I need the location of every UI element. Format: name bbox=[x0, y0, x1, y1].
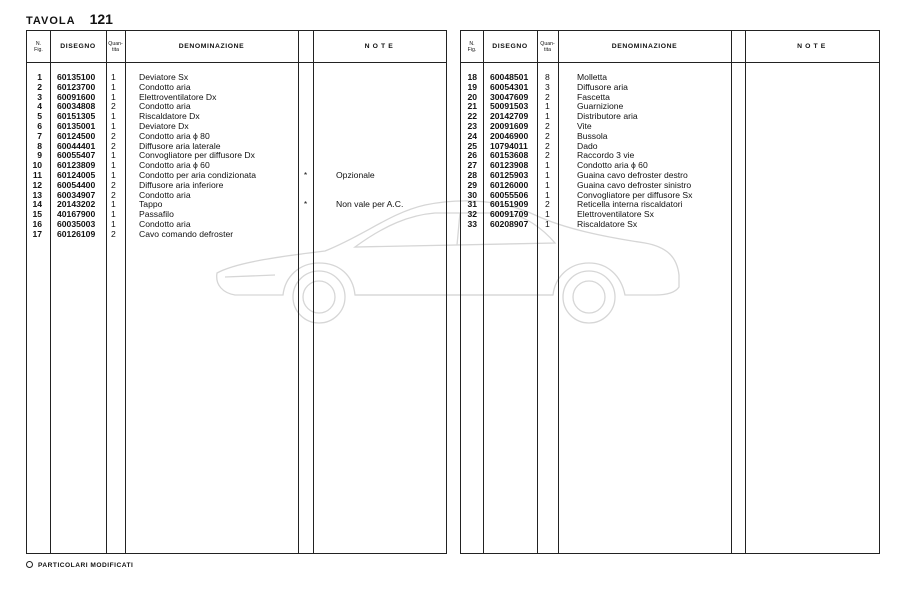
cell-disegno: 60151305 bbox=[57, 111, 96, 122]
cell-disegno: 60035003 bbox=[57, 218, 96, 229]
cell-disegno: 60044401 bbox=[57, 140, 96, 151]
cell-quantita: 2 bbox=[111, 101, 116, 112]
cell-fig: 19 bbox=[467, 81, 477, 92]
cell-denominazione: Condotto aria ϕ 60 bbox=[139, 160, 210, 171]
circle-mark-icon bbox=[26, 561, 33, 568]
cell-quantita: 1 bbox=[545, 189, 550, 200]
cell-disegno: 60135100 bbox=[57, 72, 96, 82]
cell-disegno: 60054400 bbox=[57, 179, 96, 190]
cell-quantita: 1 bbox=[111, 169, 116, 180]
cell-quantita: 1 bbox=[111, 199, 116, 210]
cell-fig: 7 bbox=[37, 130, 42, 141]
cell-denominazione: Molletta bbox=[577, 72, 608, 82]
cell-fig: 21 bbox=[467, 101, 477, 112]
tavola-label: TAVOLA bbox=[26, 15, 76, 27]
cell-quantita: 1 bbox=[111, 91, 116, 102]
cell-fig: 15 bbox=[32, 209, 42, 220]
cell-disegno: 20091609 bbox=[490, 120, 529, 131]
cell-disegno: 60151909 bbox=[490, 199, 529, 210]
cell-quantita: 3 bbox=[545, 81, 550, 92]
table-row bbox=[461, 220, 879, 230]
cell-asterisk: * bbox=[303, 169, 308, 180]
cell-quantita: 2 bbox=[111, 140, 116, 151]
cell-disegno: 60091600 bbox=[57, 91, 96, 102]
cell-denominazione: Vite bbox=[577, 120, 592, 131]
cell-disegno: 60124005 bbox=[57, 169, 96, 180]
cell-denominazione: Elettroventilatore Sx bbox=[577, 209, 654, 220]
page-title bbox=[26, 11, 113, 27]
cell-quantita: 1 bbox=[545, 218, 550, 229]
cell-fig: 24 bbox=[467, 130, 477, 141]
tavola-number: 121 bbox=[89, 11, 113, 27]
cell-fig: 13 bbox=[32, 189, 42, 200]
cell-disegno: 60055506 bbox=[490, 189, 529, 200]
cell-disegno: 60153608 bbox=[490, 150, 529, 161]
cell-fig: 3 bbox=[37, 91, 42, 102]
cell-denominazione: Tappo bbox=[139, 199, 163, 210]
cell-fig: 28 bbox=[467, 169, 477, 180]
cell-quantita: 1 bbox=[111, 72, 116, 82]
cell-asterisk: * bbox=[303, 199, 308, 210]
cell-quantita: 2 bbox=[545, 150, 550, 161]
cell-quantita: 1 bbox=[111, 120, 116, 131]
cell-fig: 23 bbox=[467, 120, 477, 131]
cell-denominazione: Elettroventilatore Dx bbox=[139, 91, 217, 102]
cell-quantita: 1 bbox=[545, 169, 550, 180]
cell-denominazione: Convogliatore per diffusore Sx bbox=[577, 189, 693, 200]
cell-fig: 16 bbox=[32, 218, 42, 229]
cell-fig: 30 bbox=[467, 189, 477, 200]
table-row bbox=[27, 230, 446, 240]
cell-quantita: 1 bbox=[545, 111, 550, 122]
cell-disegno: 60048501 bbox=[490, 72, 529, 82]
header-disegno: DISEGNO bbox=[60, 43, 96, 50]
right-parts-table bbox=[460, 30, 880, 554]
cell-quantita: 1 bbox=[545, 209, 550, 220]
cell-fig: 31 bbox=[467, 199, 477, 210]
cell-disegno: 60055407 bbox=[57, 150, 96, 161]
cell-fig: 10 bbox=[32, 160, 42, 171]
cell-quantita: 1 bbox=[545, 160, 550, 171]
cell-disegno: 60208907 bbox=[490, 218, 529, 229]
cell-disegno: 20143202 bbox=[57, 199, 96, 210]
cell-denominazione: Condotto aria bbox=[139, 218, 191, 229]
cell-fig: 17 bbox=[32, 228, 42, 239]
cell-fig: 12 bbox=[32, 179, 42, 190]
cell-denominazione: Diffusore aria bbox=[577, 81, 628, 92]
cell-disegno: 60126109 bbox=[57, 228, 96, 239]
cell-disegno: 60054301 bbox=[490, 81, 529, 92]
header-fig: N. Fig. bbox=[467, 40, 477, 53]
cell-fig: 9 bbox=[37, 150, 42, 161]
cell-quantita: 1 bbox=[545, 179, 550, 190]
cell-disegno: 30047609 bbox=[490, 91, 529, 102]
cell-disegno: 60124500 bbox=[57, 130, 96, 141]
header-quantita: Quan- tita bbox=[108, 40, 123, 53]
cell-disegno: 60135001 bbox=[57, 120, 96, 131]
cell-denominazione: Fascetta bbox=[577, 91, 610, 102]
cell-disegno: 60091709 bbox=[490, 209, 529, 220]
cell-quantita: 2 bbox=[111, 189, 116, 200]
cell-disegno: 60123700 bbox=[57, 81, 96, 92]
cell-denominazione: Condotto aria bbox=[139, 101, 191, 112]
cell-fig: 33 bbox=[467, 218, 477, 229]
cell-disegno: 10794011 bbox=[490, 140, 528, 151]
cell-denominazione: Guaina cavo defroster destro bbox=[577, 169, 688, 180]
cell-denominazione: Condotto aria bbox=[139, 189, 191, 200]
right-rows bbox=[461, 73, 879, 230]
cell-fig: 5 bbox=[37, 111, 42, 122]
header-denominazione: DENOMINAZIONE bbox=[611, 43, 678, 50]
cell-quantita: 2 bbox=[545, 120, 550, 131]
cell-denominazione: Diffusore aria laterale bbox=[139, 140, 221, 151]
cell-denominazione: Riscaldatore Sx bbox=[577, 218, 638, 229]
cell-quantita: 1 bbox=[111, 209, 116, 220]
cell-denominazione: Condotto aria bbox=[139, 81, 191, 92]
cell-denominazione: Distributore aria bbox=[577, 111, 638, 122]
cell-disegno: 60034907 bbox=[57, 189, 96, 200]
cell-denominazione: Deviatore Dx bbox=[139, 120, 189, 131]
cell-disegno: 20142709 bbox=[490, 111, 529, 122]
cell-fig: 4 bbox=[37, 101, 42, 112]
left-parts-table bbox=[26, 30, 447, 554]
cell-fig: 2 bbox=[37, 81, 42, 92]
cell-fig: 32 bbox=[467, 209, 477, 220]
footer-legend bbox=[26, 561, 133, 569]
cell-denominazione: Guaina cavo defroster sinistro bbox=[577, 179, 692, 190]
cell-fig: 18 bbox=[467, 72, 477, 82]
cell-note: Opzionale bbox=[336, 169, 375, 180]
cell-quantita: 2 bbox=[111, 179, 116, 190]
cell-quantita: 1 bbox=[111, 111, 116, 122]
cell-quantita: 1 bbox=[111, 160, 116, 171]
header-fig: N. Fig. bbox=[34, 40, 43, 53]
cell-disegno: 50091503 bbox=[490, 101, 529, 112]
cell-denominazione: Condotto aria ϕ 80 bbox=[139, 130, 210, 141]
cell-denominazione: Cavo comando defroster bbox=[139, 228, 234, 239]
cell-disegno: 40167900 bbox=[57, 209, 96, 220]
footer-text: PARTICOLARI MODIFICATI bbox=[38, 562, 134, 569]
cell-quantita: 8 bbox=[545, 72, 550, 82]
cell-fig: 8 bbox=[37, 140, 42, 151]
cell-denominazione: Passafilo bbox=[139, 209, 174, 220]
header-quantita: Quan- tita bbox=[540, 40, 555, 53]
cell-quantita: 1 bbox=[111, 150, 116, 161]
cell-fig: 6 bbox=[37, 120, 42, 131]
cell-fig: 20 bbox=[467, 91, 477, 102]
cell-quantita: 2 bbox=[545, 199, 550, 210]
cell-fig: 14 bbox=[32, 199, 42, 210]
header-note: N O T E bbox=[797, 43, 826, 50]
cell-denominazione: Raccordo 3 vie bbox=[577, 150, 635, 161]
cell-quantita: 2 bbox=[111, 228, 116, 239]
cell-denominazione: Deviatore Sx bbox=[139, 72, 189, 82]
cell-disegno: 60123809 bbox=[57, 160, 96, 171]
cell-fig: 22 bbox=[467, 111, 477, 122]
cell-disegno: 60034808 bbox=[57, 101, 96, 112]
cell-disegno: 60126000 bbox=[490, 179, 529, 190]
left-rows bbox=[27, 73, 446, 240]
cell-fig: 11 bbox=[32, 169, 42, 180]
cell-fig: 26 bbox=[467, 150, 477, 161]
cell-denominazione: Condotto per aria condizionata bbox=[139, 169, 257, 180]
cell-disegno: 60125903 bbox=[490, 169, 529, 180]
cell-fig: 1 bbox=[37, 72, 42, 82]
cell-quantita: 1 bbox=[111, 81, 116, 92]
cell-fig: 25 bbox=[467, 140, 477, 151]
cell-quantita: 2 bbox=[545, 130, 550, 141]
cell-quantita: 2 bbox=[111, 130, 116, 141]
cell-disegno: 20046900 bbox=[490, 130, 529, 141]
cell-quantita: 2 bbox=[545, 140, 550, 151]
cell-quantita: 1 bbox=[111, 218, 116, 229]
cell-fig: 29 bbox=[467, 179, 477, 190]
cell-denominazione: Convogliatore per diffusore Dx bbox=[139, 150, 255, 161]
cell-denominazione: Guarnizione bbox=[577, 101, 624, 112]
cell-note: Non vale per A.C. bbox=[336, 199, 404, 210]
cell-quantita: 1 bbox=[545, 101, 550, 112]
header-denominazione: DENOMINAZIONE bbox=[178, 43, 245, 50]
cell-denominazione: Condotto aria ϕ 60 bbox=[577, 160, 648, 171]
cell-quantita: 2 bbox=[545, 91, 550, 102]
header-disegno: DISEGNO bbox=[492, 43, 528, 50]
cell-denominazione: Bussola bbox=[577, 130, 608, 141]
header-note: N O T E bbox=[364, 43, 394, 50]
cell-denominazione: Diffusore aria inferiore bbox=[139, 179, 224, 190]
cell-denominazione: Dado bbox=[577, 140, 598, 151]
cell-denominazione: Riscaldatore Dx bbox=[139, 111, 200, 122]
cell-denominazione: Reticella interna riscaldatori bbox=[577, 199, 683, 210]
cell-disegno: 60123908 bbox=[490, 160, 529, 171]
cell-fig: 27 bbox=[467, 160, 477, 171]
